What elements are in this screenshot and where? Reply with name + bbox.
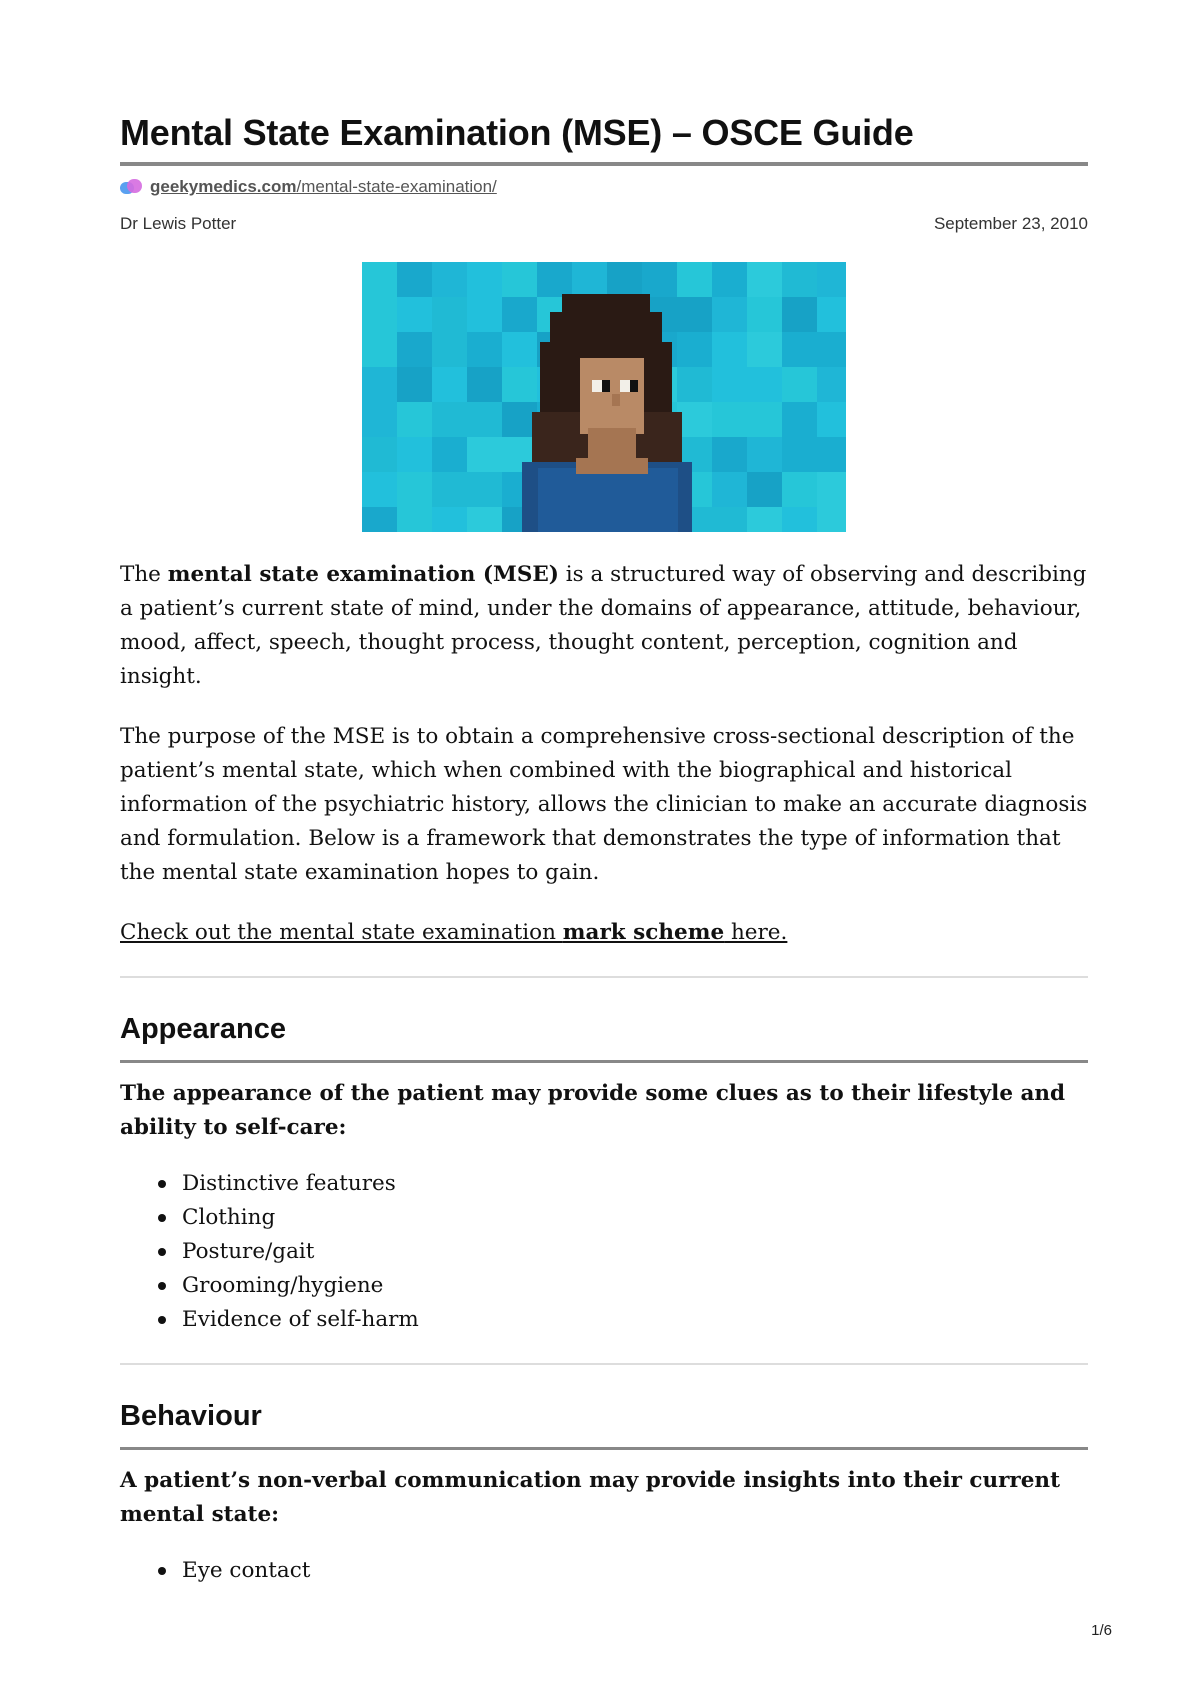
section-heading-behaviour: Behaviour	[120, 1400, 262, 1432]
list-item: Grooming/hygiene	[182, 1269, 1088, 1303]
hero-pixel-portrait-image	[362, 262, 846, 532]
mark-scheme-link-suffix: here.	[724, 920, 788, 945]
intro-p1-prefix: The	[120, 562, 168, 587]
intro-paragraph-2: The purpose of the MSE is to obtain a comprehensive cross-sectional description of the patient’s mental state, which when combined with the biographical and historical information of the psychiatric history, allows the clinician to make an accurate diagnosis and formulation. Below is a framework that demonstrates the type of information that the mental state examination hopes to gain.	[120, 724, 1088, 885]
section-heading-appearance: Appearance	[120, 1013, 287, 1045]
heading-divider	[120, 1447, 1088, 1450]
page-title: Mental State Examination (MSE) – OSCE Guide	[120, 112, 914, 153]
author: Dr Lewis Potter	[120, 214, 237, 233]
section-lead-behaviour: A patient’s non-verbal communication may provide insights into their current mental state:	[120, 1468, 1060, 1527]
section-divider	[120, 976, 1088, 978]
source-domain: geekymedics.com	[150, 177, 297, 196]
mark-scheme-line	[120, 916, 1088, 950]
page-number: 1/6	[1091, 1622, 1112, 1639]
source-link[interactable]	[150, 177, 497, 197]
intro	[120, 558, 1088, 890]
source-path: /mental-state-examination/	[296, 177, 497, 196]
list-item: Evidence of self-harm	[182, 1303, 1088, 1337]
section-divider	[120, 1363, 1088, 1365]
behaviour-list	[120, 1554, 1088, 1588]
mark-scheme-link-bold: mark scheme	[562, 920, 725, 945]
appearance-list	[120, 1167, 1088, 1337]
mark-scheme-link[interactable]	[120, 920, 787, 945]
source-line	[120, 174, 1088, 200]
mark-scheme-link-prefix: Check out the mental state examination	[120, 920, 563, 945]
list-item: Eye contact	[182, 1554, 1088, 1588]
intro-p1-bold: mental state examination (MSE)	[167, 562, 559, 587]
heading-divider	[120, 1060, 1088, 1063]
intro-paragraph-1	[120, 558, 1088, 694]
site-logo-icon	[120, 178, 144, 196]
byline	[120, 214, 1088, 234]
section-lead-appearance: The appearance of the patient may provide some clues as to their lifestyle and ability to self-care:	[120, 1081, 1066, 1140]
intro-p1-rest: is a structured way of observing and describing a patient’s current state of mind, under the domains of appearance, attitude, behaviour, mood, affect, speech, thought process, thought content, perception, cognition and insight.	[120, 562, 1087, 689]
list-item: Posture/gait	[182, 1235, 1088, 1269]
article	[120, 110, 1088, 1588]
list-item: Clothing	[182, 1201, 1088, 1235]
list-item: Distinctive features	[182, 1167, 1088, 1201]
title-divider	[120, 162, 1088, 166]
publish-date: September 23, 2010	[933, 214, 1088, 233]
